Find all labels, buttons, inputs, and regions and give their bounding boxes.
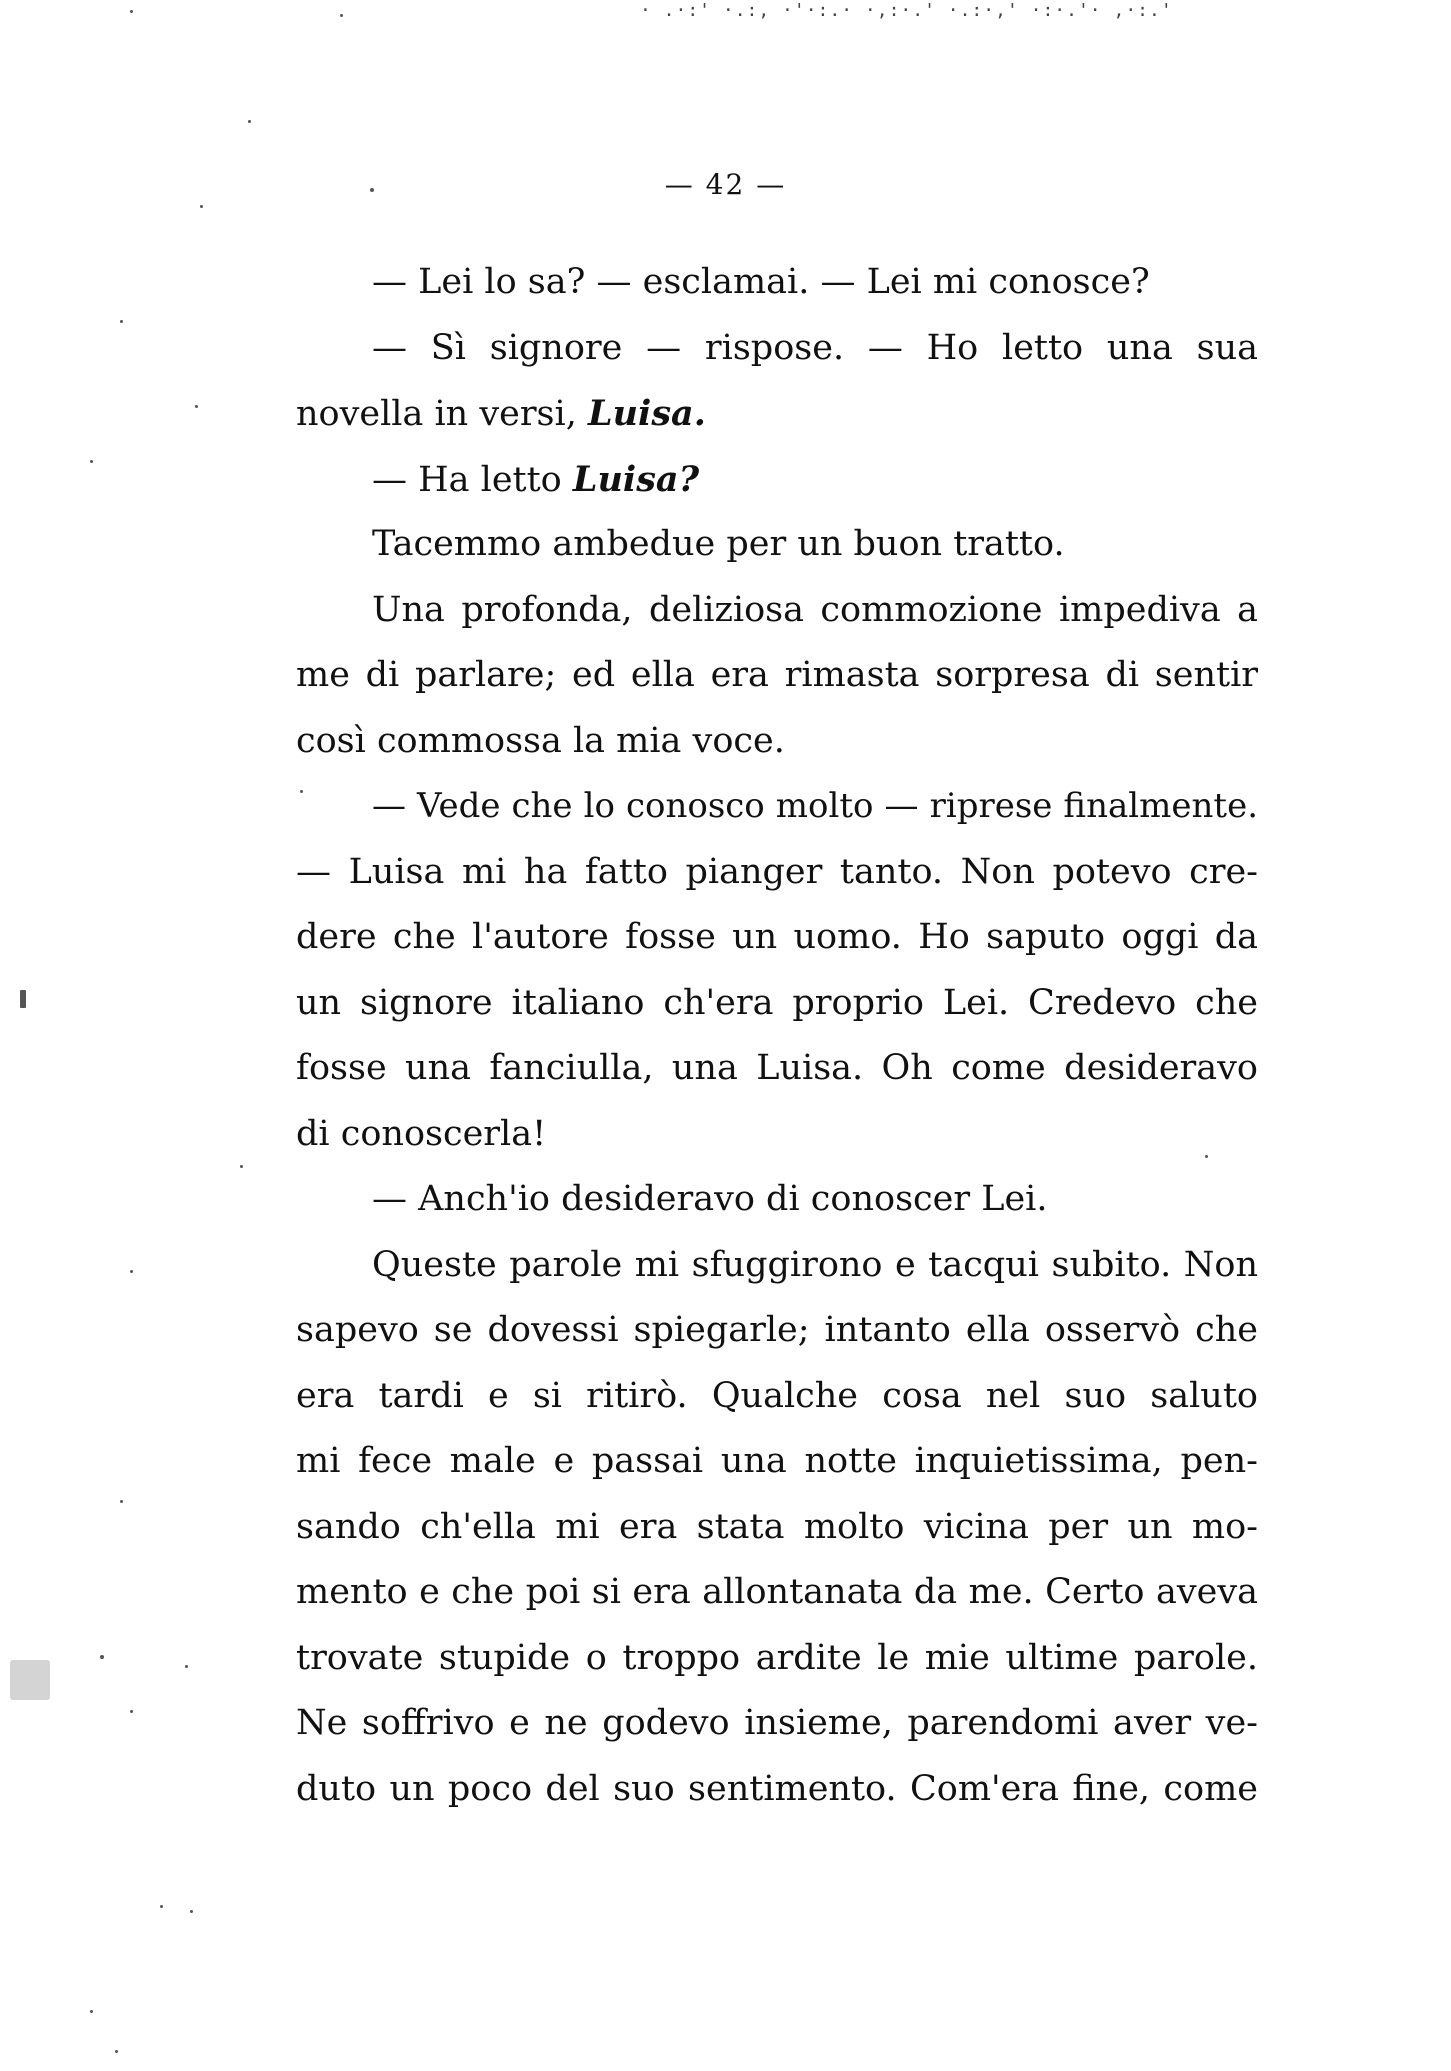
- scan-speck: [10, 1660, 50, 1700]
- scan-speck: [190, 1910, 193, 1913]
- text-line: — Luisa mi ha fatto pianger tanto. Non potevo cre-: [296, 851, 1258, 892]
- scan-speck: [200, 205, 203, 208]
- text-line: Queste parole mi sfuggirono e tacqui subito. Non: [372, 1244, 1258, 1285]
- text-line: duto un poco del suo sentimento. Com'era fine, come: [296, 1768, 1258, 1809]
- scan-noise-top: · .·:' ·.:, ·'·:.· ·,:·.' ·.:·,' ·:·.'· ,·:.': [640, 0, 1173, 21]
- text-line: me di parlare; ed ella era rimasta sorpresa di sentir: [296, 655, 1258, 695]
- scan-speck: [120, 1500, 123, 1503]
- text-line: mento e che poi si era allontanata da me. Certo aveva: [296, 1572, 1258, 1612]
- text-line: mi fece male e passai una notte inquietissima, pen-: [296, 1441, 1258, 1481]
- text-line: Tacemmo ambedue per un buon tratto.: [372, 524, 1065, 564]
- scan-speck: [248, 120, 251, 123]
- scan-speck: [130, 10, 133, 13]
- scan-speck: [120, 320, 123, 323]
- scan-speck: [340, 14, 343, 17]
- scan-speck: [195, 405, 198, 408]
- text-line: [296, 447, 1258, 513]
- text-line: dere che l'autore fosse un uomo. Ho saputo oggi da: [296, 917, 1258, 957]
- text-line: Ne soffrivo e ne godevo insieme, parendomi aver ve-: [296, 1703, 1258, 1743]
- text-line: sapevo se dovessi spiegarle; intanto ella osservò che: [296, 1310, 1258, 1350]
- text-line: era tardi e si ritirò. Qualche cosa nel suo saluto: [296, 1375, 1258, 1416]
- scan-speck: [90, 460, 93, 463]
- scan-speck: [100, 1655, 104, 1659]
- text-line: — Anch'io desideravo di conoscer Lei.: [372, 1179, 1048, 1219]
- page-number: — 42 —: [664, 168, 787, 201]
- text-line: un signore italiano ch'era proprio Lei. Credevo che: [296, 982, 1258, 1023]
- text-segment: — Ha letto: [372, 459, 573, 500]
- text-line: così commossa la mia voce.: [296, 720, 785, 761]
- scan-speck: [115, 2050, 118, 2053]
- scan-speck: [240, 1165, 243, 1168]
- italic-title: Luisa?: [572, 458, 700, 500]
- text-line: di conoscerla!: [296, 1113, 547, 1154]
- text-line: fosse una fanciulla, una Luisa. Oh come desideravo: [296, 1048, 1258, 1088]
- body-text: [296, 250, 1258, 1822]
- scan-speck: [160, 1905, 163, 1908]
- text-line: [296, 381, 1258, 447]
- text-line: — Sì signore — rispose. — Ho letto una sua: [372, 327, 1258, 368]
- scan-speck: [130, 1710, 133, 1713]
- scan-speck: [130, 1270, 133, 1273]
- text-segment: novella in versi,: [296, 394, 588, 434]
- text-line: Una profonda, deliziosa commozione impediva a: [372, 589, 1258, 630]
- text-line: — Lei lo sa? — esclamai. — Lei mi conosce?: [372, 262, 1150, 302]
- scan-speck: [20, 990, 26, 1008]
- text-line: trovate stupide o troppo ardite le mie ultime parole.: [296, 1637, 1258, 1678]
- scan-speck: [185, 1665, 188, 1668]
- italic-title: Luisa.: [587, 393, 706, 434]
- text-line: sando ch'ella mi era stata molto vicina per un mo-: [296, 1506, 1258, 1547]
- scan-speck: [90, 2010, 93, 2013]
- text-line: — Vede che lo conosco molto — riprese finalmente.: [372, 786, 1258, 826]
